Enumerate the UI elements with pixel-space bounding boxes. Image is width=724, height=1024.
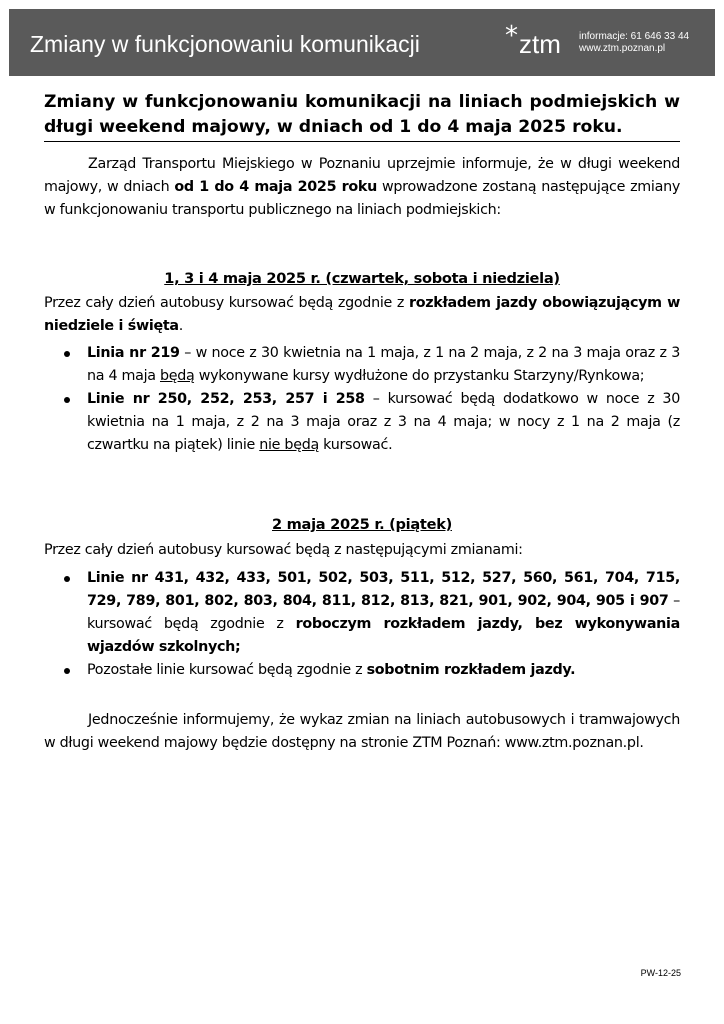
bullet-text: – kursować będą dodatkowo w noce z 30 kwietnia na 1 maja, z 2 na 3 maja oraz z 3 na 4 maja; w nocy z 1 na 2 maja (z czwartku na piątek) linie xyxy=(87,391,680,453)
logo-star-icon: * xyxy=(505,21,518,51)
section2-heading xyxy=(44,514,680,536)
bullet-icon xyxy=(64,397,70,403)
list-item xyxy=(44,659,680,682)
bullet-text-end: kursować. xyxy=(318,437,393,453)
bullet-text-end: wykonywane kursy wydłużone do przystanku Starzyny/Rynkowa; xyxy=(194,368,645,384)
section2-bullet-list xyxy=(44,567,680,682)
contact-phone: informacje: 61 646 33 44 xyxy=(579,31,690,42)
ztm-logo xyxy=(505,21,561,60)
intro-text-1: Zarząd Transportu Miejskiego w Poznaniu uprzejmie informuje, że w długi weekend majowy, w dniach xyxy=(44,156,680,195)
header-banner xyxy=(9,9,715,76)
section1-bullet-list xyxy=(44,342,680,457)
intro-date-range: od 1 do 4 maja 2025 roku xyxy=(174,179,378,195)
contact-info xyxy=(579,31,689,55)
bullet-bold: Linia nr 219 xyxy=(87,345,180,361)
bullet-bold-end: roboczym rozkładem jazdy, bez wykonywania wjazdów szkolnych; xyxy=(87,616,680,655)
bullet-text: – w noce z 30 kwietnia na 1 maja, z 1 na 2 maja, z 2 na 3 maja oraz z 3 na 4 maja xyxy=(87,345,681,384)
intro-paragraph xyxy=(44,153,680,222)
section1-lead-end: . xyxy=(178,318,184,334)
bullet-text: – kursować będą zgodnie z xyxy=(87,593,681,632)
list-item xyxy=(44,342,680,388)
logo-text: ztm xyxy=(519,29,561,59)
closing-text: Jednocześnie informujemy, że wykaz zmian na liniach autobusowych i tramwajowych w długi weekend majowy będzie dostępny na stronie ZTM Poznań: www.ztm.poznan.pl. xyxy=(44,712,680,751)
document-code: PW-12-25 xyxy=(640,968,681,978)
contact-website: www.ztm.poznan.pl xyxy=(579,43,666,54)
bullet-underlined: będą xyxy=(159,368,195,384)
intro-text-2: wprowadzone zostaną następujące zmiany w funkcjonowaniu transportu publicznego na liniach podmiejskich: xyxy=(44,179,680,218)
section2-lead: Przez cały dzień autobusy kursować będą z następującymi zmianami: xyxy=(44,542,523,558)
bullet-icon xyxy=(64,576,70,582)
title-underline xyxy=(44,141,680,142)
bullet-bold: Linie nr 431, 432, 433, 501, 502, 503, 511, 512, 527, 560, 561, 704, 715, 729, 789, 801, 802, 803, 804, 811, 812, 813, 821, 901, 902, 904, 905 i 907 xyxy=(87,570,680,609)
bullet-text: Pozostałe linie kursować będą zgodnie z xyxy=(87,662,367,678)
list-item xyxy=(44,567,680,659)
section1-lead xyxy=(44,292,680,338)
section2-heading-text: 2 maja 2025 r. (piątek) xyxy=(272,516,452,533)
section1-heading-text: 1, 3 i 4 maja 2025 r. (czwartek, sobota i niedziela) xyxy=(164,270,560,287)
section1-heading xyxy=(44,268,680,290)
bullet-icon xyxy=(64,351,70,357)
list-item xyxy=(44,388,680,457)
header-title: Zmiany w funkcjonowaniu komunikacji xyxy=(30,31,420,57)
document-title: Zmiany w funkcjonowaniu komunikacji na liniach podmiejskich w długi weekend majowy, w dniach od 1 do 4 maja 2025 roku. xyxy=(44,92,680,137)
bullet-bold-end: sobotnim rozkładem jazdy. xyxy=(366,662,576,678)
section1-lead-bold: rozkładem jazdy obowiązującym w niedziele i święta xyxy=(44,295,681,334)
bullet-bold: Linie nr 250, 252, 253, 257 i 258 xyxy=(87,391,365,407)
bullet-icon xyxy=(64,668,70,674)
bullet-underlined: nie będą xyxy=(259,437,319,453)
section1-lead-text: Przez cały dzień autobusy kursować będą zgodnie z xyxy=(44,295,409,311)
closing-paragraph xyxy=(44,709,680,755)
